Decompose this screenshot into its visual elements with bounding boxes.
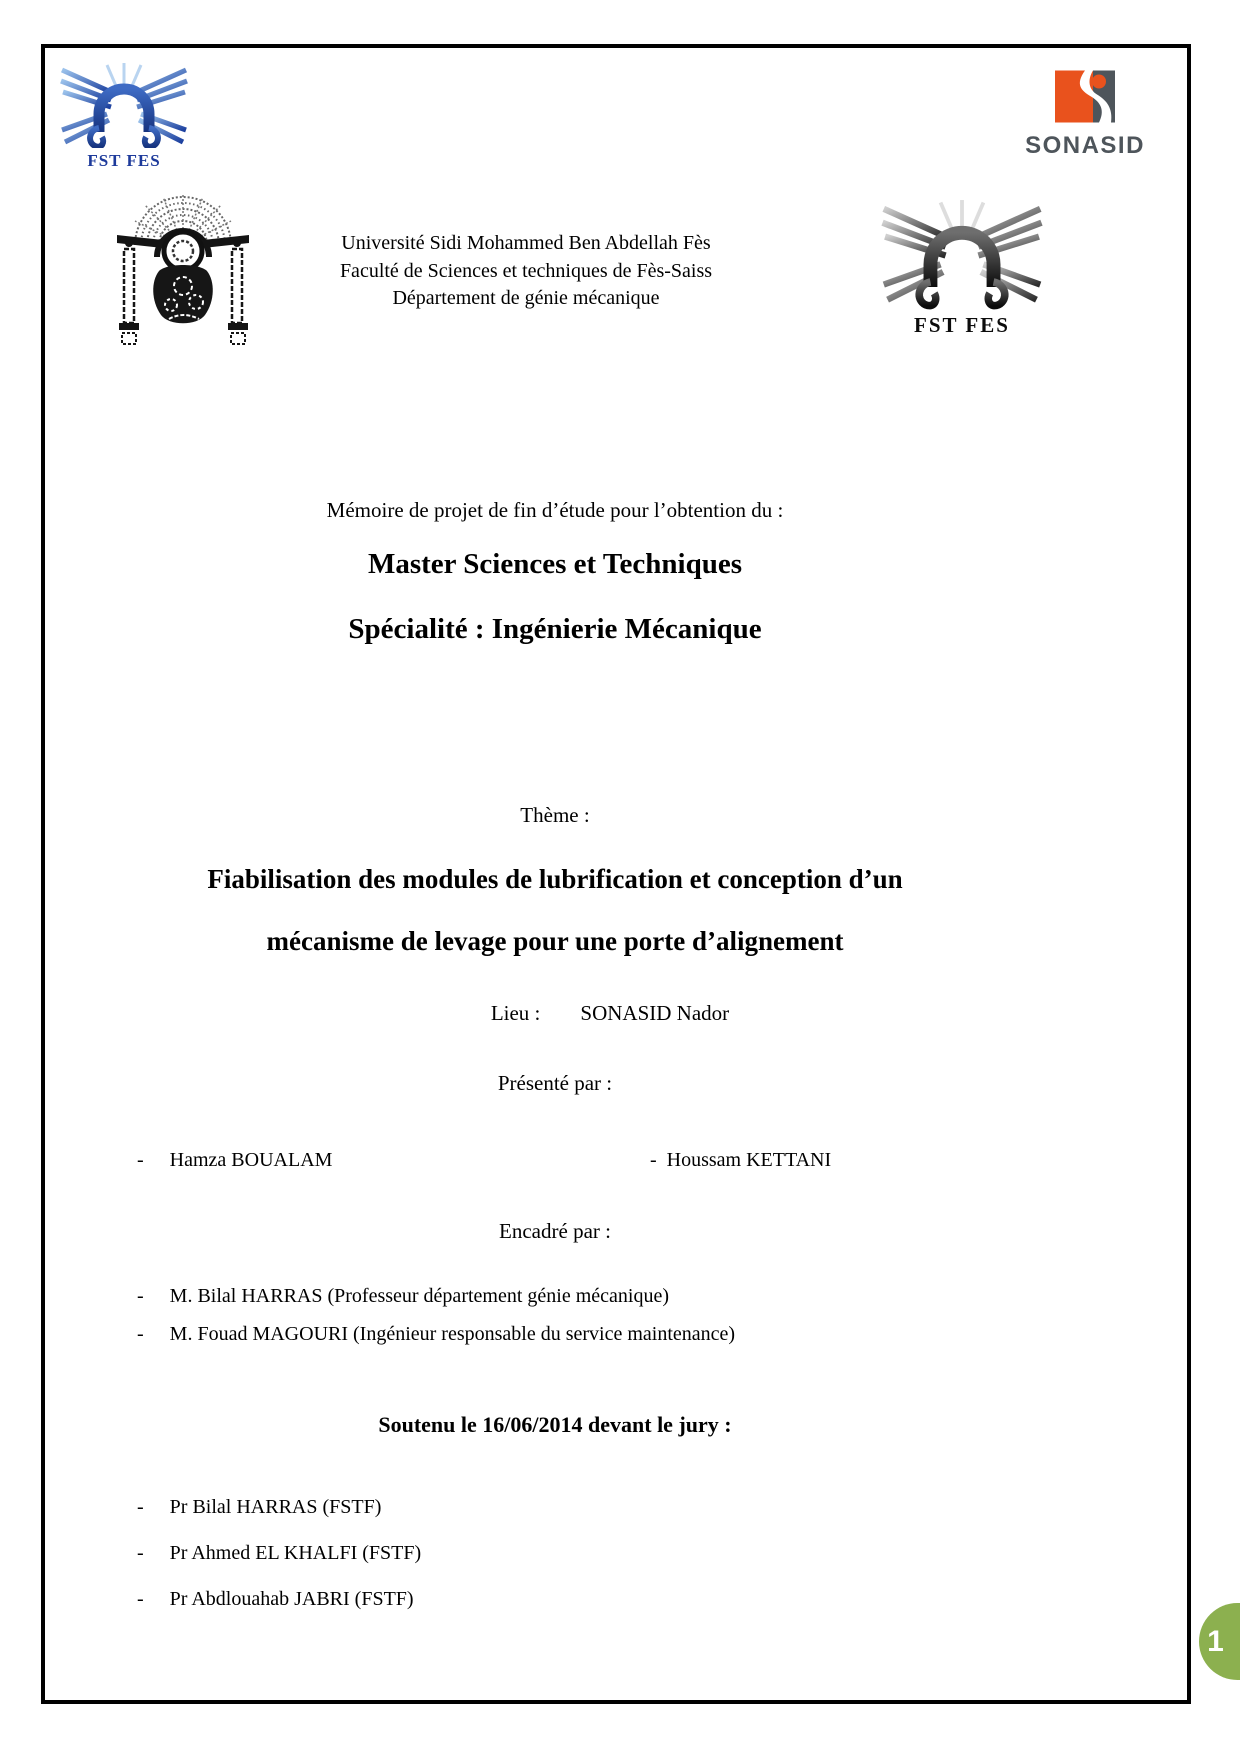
sonasid-logo-icon [1055, 110, 1115, 127]
author-item-1 [137, 1149, 332, 1172]
jury-item-3 [137, 1588, 414, 1611]
list-dash: - [137, 1285, 144, 1307]
location-label: Lieu : [490, 1001, 541, 1025]
jury-member-1: Pr Bilal HARRAS (FSTF) [169, 1496, 382, 1518]
supervisor-item-2 [137, 1323, 735, 1346]
faculty-line: Faculté de Sciences et techniques de Fès-Saiss [339, 259, 713, 282]
list-dash: - [137, 1323, 144, 1345]
fst-fes-blue-logo-label: FST FES [87, 151, 161, 170]
location-line [75, 1001, 1090, 1026]
university-header [266, 230, 786, 313]
fst-fes-gray-logo [878, 194, 1046, 338]
fst-fes-blue-logo-icon [58, 135, 190, 152]
speciality-title: Spécialité : Ingénierie Mécanique [348, 613, 762, 645]
author-name-1: Hamza BOUALAM [169, 1149, 333, 1171]
thesis-title-line2: mécanisme de levage pour une porte d’alignement [266, 926, 844, 956]
location-value: SONASID Nador [580, 1001, 730, 1025]
list-dash: - [650, 1149, 657, 1171]
supervisor-name-1: M. Bilal HARRAS (Professeur département génie mécanique) [169, 1285, 669, 1307]
theme-label: Thème : [520, 803, 590, 827]
university-emblem-icon [111, 183, 256, 353]
list-dash: - [137, 1149, 144, 1171]
thesis-title-line1: Fiabilisation des modules de lubrification et conception d’un [207, 864, 903, 894]
list-dash: - [137, 1542, 144, 1564]
fst-fes-gray-logo-label: FST FES [914, 313, 1010, 337]
supervisor-name-2: M. Fouad MAGOURI (Ingénieur responsable du service maintenance) [169, 1323, 736, 1345]
supervised-by-label: Encadré par : [499, 1219, 611, 1243]
defense-line: Soutenu le 16/06/2014 devant le jury : [378, 1412, 732, 1437]
degree-title: Master Sciences et Techniques [367, 548, 743, 580]
memoire-intro-line: Mémoire de projet de fin d’étude pour l’obtention du : [326, 498, 784, 522]
sonasid-logo [1000, 70, 1170, 160]
page-number-badge: 1 [1199, 1603, 1240, 1680]
author-name-2: Houssam KETTANI [666, 1149, 832, 1171]
supervisor-item-1 [137, 1285, 669, 1308]
jury-member-2: Pr Ahmed EL KHALFI (FSTF) [169, 1542, 422, 1564]
list-dash: - [137, 1588, 144, 1610]
department-line: Département de génie mécanique [392, 287, 660, 309]
author-item-2 [650, 1149, 831, 1172]
fst-fes-blue-logo [58, 62, 190, 171]
university-line: Université Sidi Mohammed Ben Abdellah Fès [341, 232, 711, 254]
jury-item-1 [137, 1496, 381, 1519]
jury-member-3: Pr Abdlouahab JABRI (FSTF) [169, 1588, 414, 1610]
sonasid-logo-label: SONASID [1025, 132, 1145, 159]
jury-item-2 [137, 1542, 421, 1565]
list-dash: - [137, 1496, 144, 1518]
presented-by-label: Présenté par : [497, 1071, 613, 1095]
